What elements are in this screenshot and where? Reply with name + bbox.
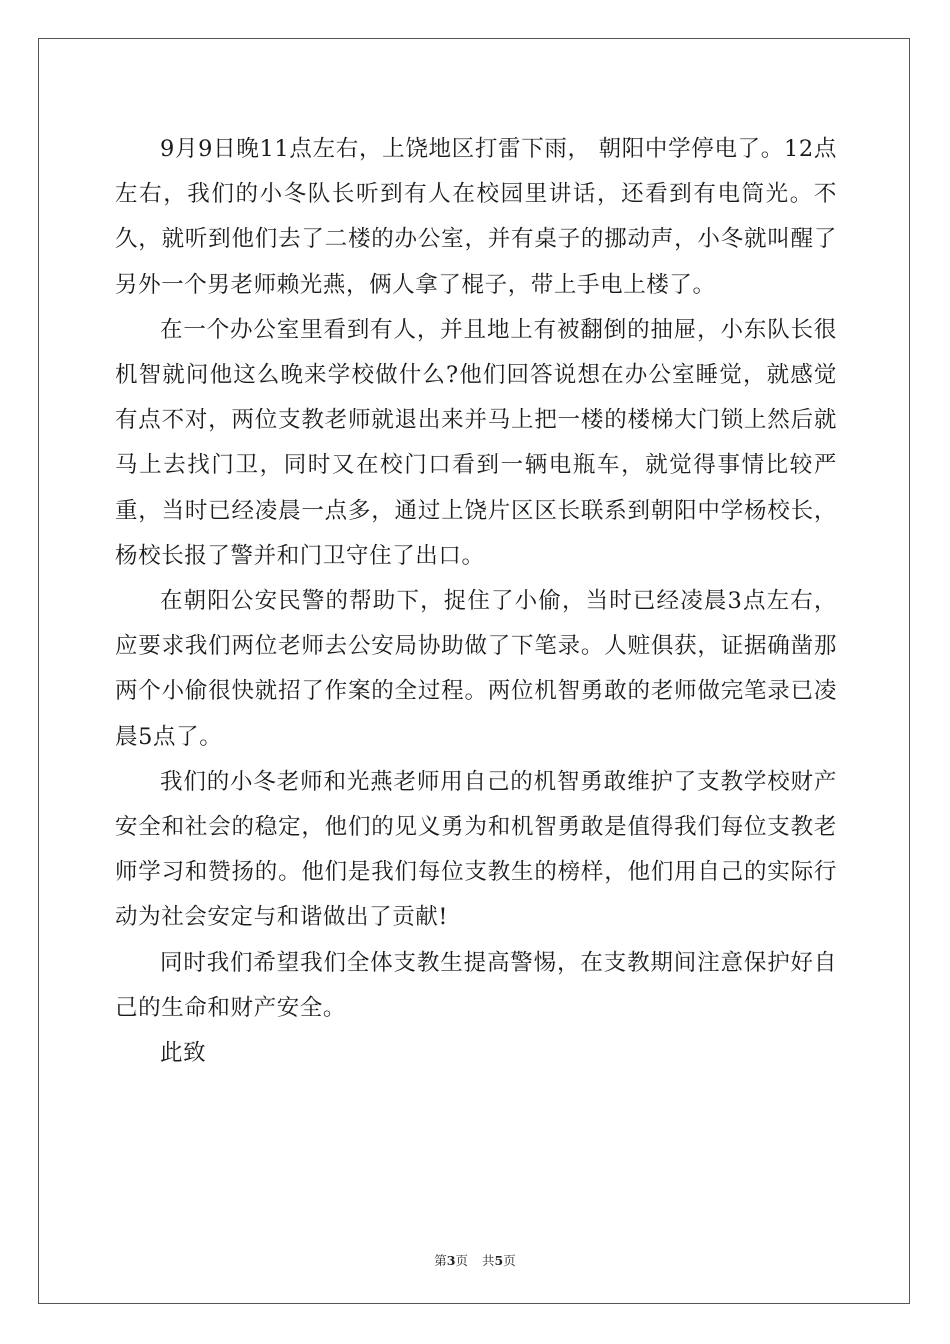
total-suffix: 页 [503,1253,516,1268]
paragraph-3: 在朝阳公安民警的帮助下，捉住了小偷，当时已经凌晨3点左右，应要求我们两位老师去公安局协助做了下笔录。人赃俱获，证据确凿那两个小偷很快就招了作案的全过程。两位机智勇敢的老师做完笔录已凌晨5点了。 [115,588,837,750]
paragraph-1: 9月9日晚11点左右，上饶地区打雷下雨， 朝阳中学停电了。12点左右，我们的小冬队长听到有人在校园里讲话，还看到有电筒光。不久，就听到他们去了二楼的办公室，并有桌子的挪动声，小冬就叫醒了另外一个男老师赖光燕，俩人拿了棍子，带上手电上楼了。 [115,136,837,298]
page-suffix: 页 [455,1253,468,1268]
page-footer [0,1251,950,1269]
paragraph-5: 同时我们希望我们全体支教生提高警惕，在支教期间注意保护好自己的生命和财产安全。 [115,949,837,1021]
page-prefix: 第 [434,1253,447,1268]
page-number: 3 [446,1253,456,1268]
paragraph-2: 在一个办公室里看到有人，并且地上有被翻倒的抽屉，小东队长很机智就问他这么晚来学校做什么?他们回答说想在办公室睡觉，就感觉有点不对，两位支教老师就退出来并马上把一楼的楼梯大门锁上然后就马上去找门卫，同时又在校门口看到一辆电瓶车，就觉得事情比较严重，当时已经凌晨一点多，通过上饶片区区长联系到朝阳中学杨校长，杨校长报了警并和门卫守住了出口。 [115,316,837,569]
document-body [115,127,837,1076]
total-prefix: 共 [482,1253,495,1268]
paragraph-4: 我们的小冬老师和光燕老师用自己的机智勇敢维护了支教学校财产安全和社会的稳定，他们的见义勇为和机智勇敢是值得我们每位支教老师学习和赞扬的。他们是我们每位支教生的榜样，他们用自己的实际行动为社会安定与和谐做出了贡献! [115,768,837,931]
total-pages: 5 [494,1253,504,1268]
paragraph-closing: 此致 [160,1040,207,1067]
